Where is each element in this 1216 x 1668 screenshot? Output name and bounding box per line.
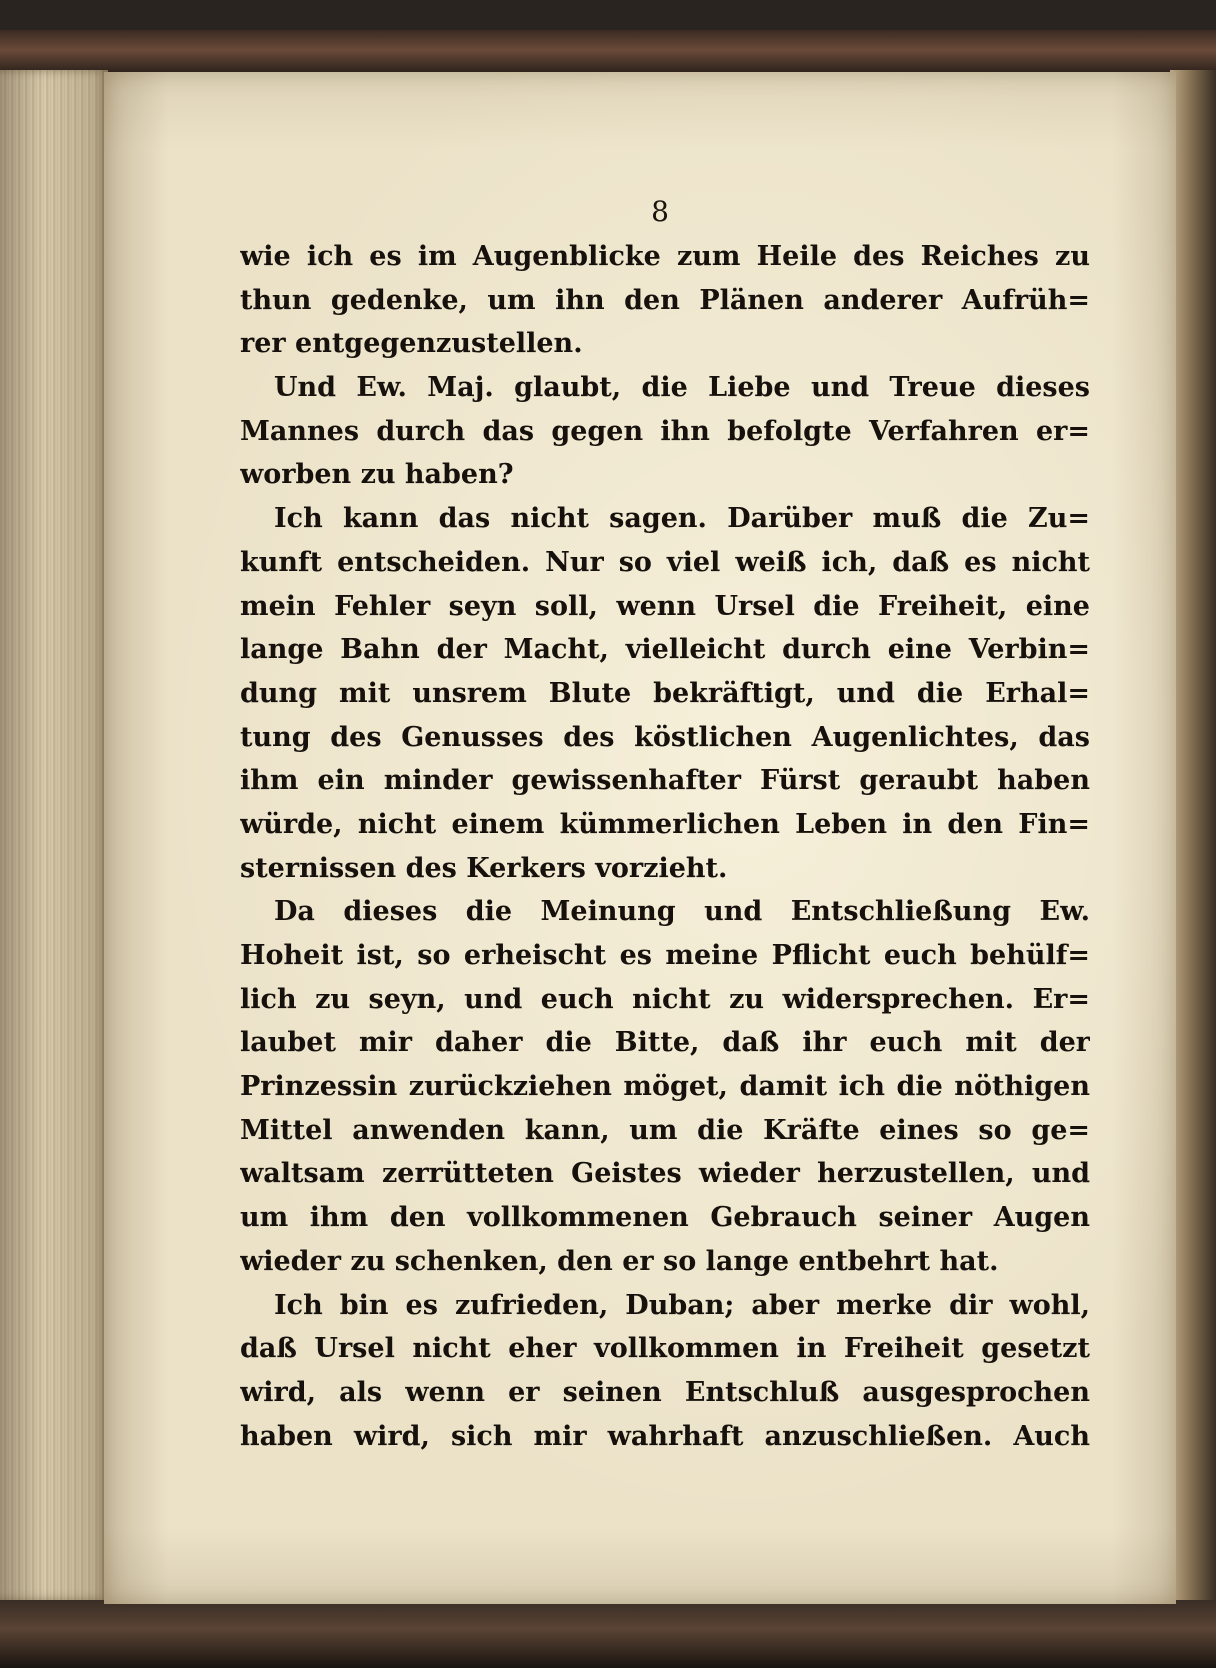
text-line: haben wird, sich mir wahrhaft anzuschließen. Auch [240,1420,1090,1452]
text-line: mein Fehler seyn soll, wenn Ursel die Freiheit, eine [240,590,1090,622]
text-line: Ich bin es zufrieden, Duban; aber merke dir wohl, [274,1289,1090,1321]
text-line: dung mit unsrem Blute bekräftigt, und die Erhal= [240,677,1090,709]
page-stack-right [1170,70,1216,1600]
text-line: Da dieses die Meinung und Entschließung Ew. [274,896,1090,928]
text-line: Prinzessin zurückziehen möget, damit ich die nöthigen [240,1071,1090,1103]
text-line: Und Ew. Maj. glaubt, die Liebe und Treue dieses [274,372,1090,404]
text-line: thun gedenke, um ihn den Plänen anderer Aufrüh= [240,284,1090,316]
text-line: worben zu haben? [240,459,514,491]
text-line: wird, als wenn er seinen Entschluß ausgesprochen [240,1376,1090,1408]
page-stack-shade [0,70,108,1600]
text-line: Ich kann das nicht sagen. Darüber muß die Zu= [274,503,1090,535]
text-line: wieder zu schenken, den er so lange entbehrt hat. [240,1245,999,1277]
text-line: rer entgegenzustellen. [240,328,583,360]
cover-top-edge [0,30,1216,74]
text-line: wie ich es im Augenblicke zum Heile des Reiches zu [240,241,1090,272]
text-line: tung des Genusses des köstlichen Augenlichtes, das [240,721,1090,753]
page-number: 8 [651,195,669,228]
text-line: um ihm den vollkommenen Gebrauch seiner Augen [240,1202,1090,1234]
text-line: Mittel anwenden kann, um die Kräfte eines so ge= [240,1114,1090,1146]
text-line: Mannes durch das gegen ihn befolgte Verfahren er= [240,415,1090,447]
text-line: Hoheit ist, so erheischt es meine Pflicht euch behülf= [240,940,1090,971]
text-line: lange Bahn der Macht, vielleicht durch eine Verbin= [240,634,1090,666]
text-line: kunft entscheiden. Nur so viel weiß ich, daß es nicht [240,546,1090,578]
text-line: waltsam zerrütteten Geistes wieder herzustellen, und [240,1158,1090,1190]
text-line: daß Ursel nicht eher vollkommen in Freiheit gesetzt [240,1333,1090,1365]
text-line: sternissen des Kerkers vorzieht. [240,852,728,884]
body-text [240,235,1090,1458]
text-line: ihm ein minder gewissenhafter Fürst geraubt haben [240,765,1090,797]
text-line: lich zu seyn, und euch nicht zu widersprechen. Er= [240,983,1090,1015]
text-line: würde, nicht einem kümmerlichen Leben in den Fin= [240,808,1090,840]
text-line: laubet mir daher die Bitte, daß ihr euch mit der [240,1027,1090,1059]
